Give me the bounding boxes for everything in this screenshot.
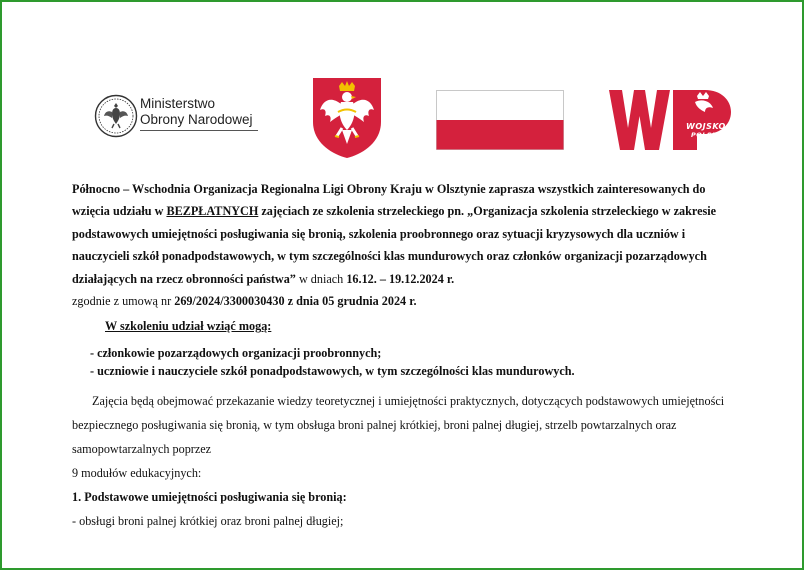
eagle-emblem-icon xyxy=(94,94,138,138)
contract-prefix: zgodnie z umową nr xyxy=(72,294,175,309)
ministry-logo xyxy=(94,94,264,140)
participants-list xyxy=(72,344,742,380)
polish-flag xyxy=(436,90,564,150)
intro-paragraph xyxy=(72,178,742,290)
ministry-name-line2: Obrony Narodowej xyxy=(140,112,253,127)
polish-flag-icon xyxy=(436,90,564,150)
ministry-underline xyxy=(140,130,258,131)
wp-word-wojsko: WOJSKO xyxy=(686,122,726,131)
wp-word-polskie: POLSKIE xyxy=(691,131,726,139)
list-item: - uczniowie i nauczyciele szkół ponadpodstawowych, w tym szczególności klas mundurowych. xyxy=(90,363,575,378)
intro-free: BEZPŁATNYCH xyxy=(166,204,259,219)
section-1-bullet: - obsługi broni palnej krótkiej oraz broni palnej długiej; xyxy=(72,513,344,528)
intro-s2: zajęciach ze szkolenia strzeleckiego pn. „Organizacja szkolenia strzeleckiego w zakresie podstawowych umiejętności posługiwania się bronią, szkolenia proobronnego oraz sytuacji kryzysowych dla uczniów i nauczycieli szkół ponadpodstawowych, w tym szczególności klas mundurowych oraz członków organizacji pozarządowych działających na rzecz obronności państwa” xyxy=(72,204,717,286)
polish-coat-of-arms-icon xyxy=(311,76,383,160)
modules-line: 9 modułów edukacyjnych: xyxy=(72,465,202,480)
intro-s3: w dniach xyxy=(295,271,347,286)
section-1-heading: 1. Podstawowe umiejętności posługiwania się bronią: xyxy=(72,489,347,504)
body-paragraph: Zajęcia będą obejmować przekazanie wiedzy teoretycznej i umiejętności praktycznych, dotyczących podstawowych umiejętności bezpiecznego posługiwania się bronią, w tym obsługa broni palnej krótkiej, broni palnej długiej, strzelb powtarzalnych oraz samopowtarzalnych poprzez xyxy=(72,393,725,456)
participants-heading: W szkoleniu udział wziąć mogą: xyxy=(105,319,272,334)
wp-mark-icon xyxy=(607,88,737,152)
intro-s1: Północno – Wschodnia Organizacja Regionalna Ligi Obrony Kraju w Olsztynie zaprasza wszystkich zainteresowanych do wzięcia udziału w xyxy=(72,182,706,219)
wojsko-polskie-logo xyxy=(607,88,737,152)
contract-number: 269/2024/3300030430 z dnia 05 grudnia 2024 r. xyxy=(174,294,417,309)
announcement-text xyxy=(72,178,742,533)
ministry-name-line1: Ministerstwo xyxy=(140,96,216,111)
intro-dates: 16.12. – 19.12.2024 r. xyxy=(346,271,455,286)
contract-line xyxy=(72,290,742,312)
list-item: - członkowie pozarządowych organizacji proobronnych; xyxy=(90,345,382,360)
coat-of-arms-logo xyxy=(311,76,383,160)
